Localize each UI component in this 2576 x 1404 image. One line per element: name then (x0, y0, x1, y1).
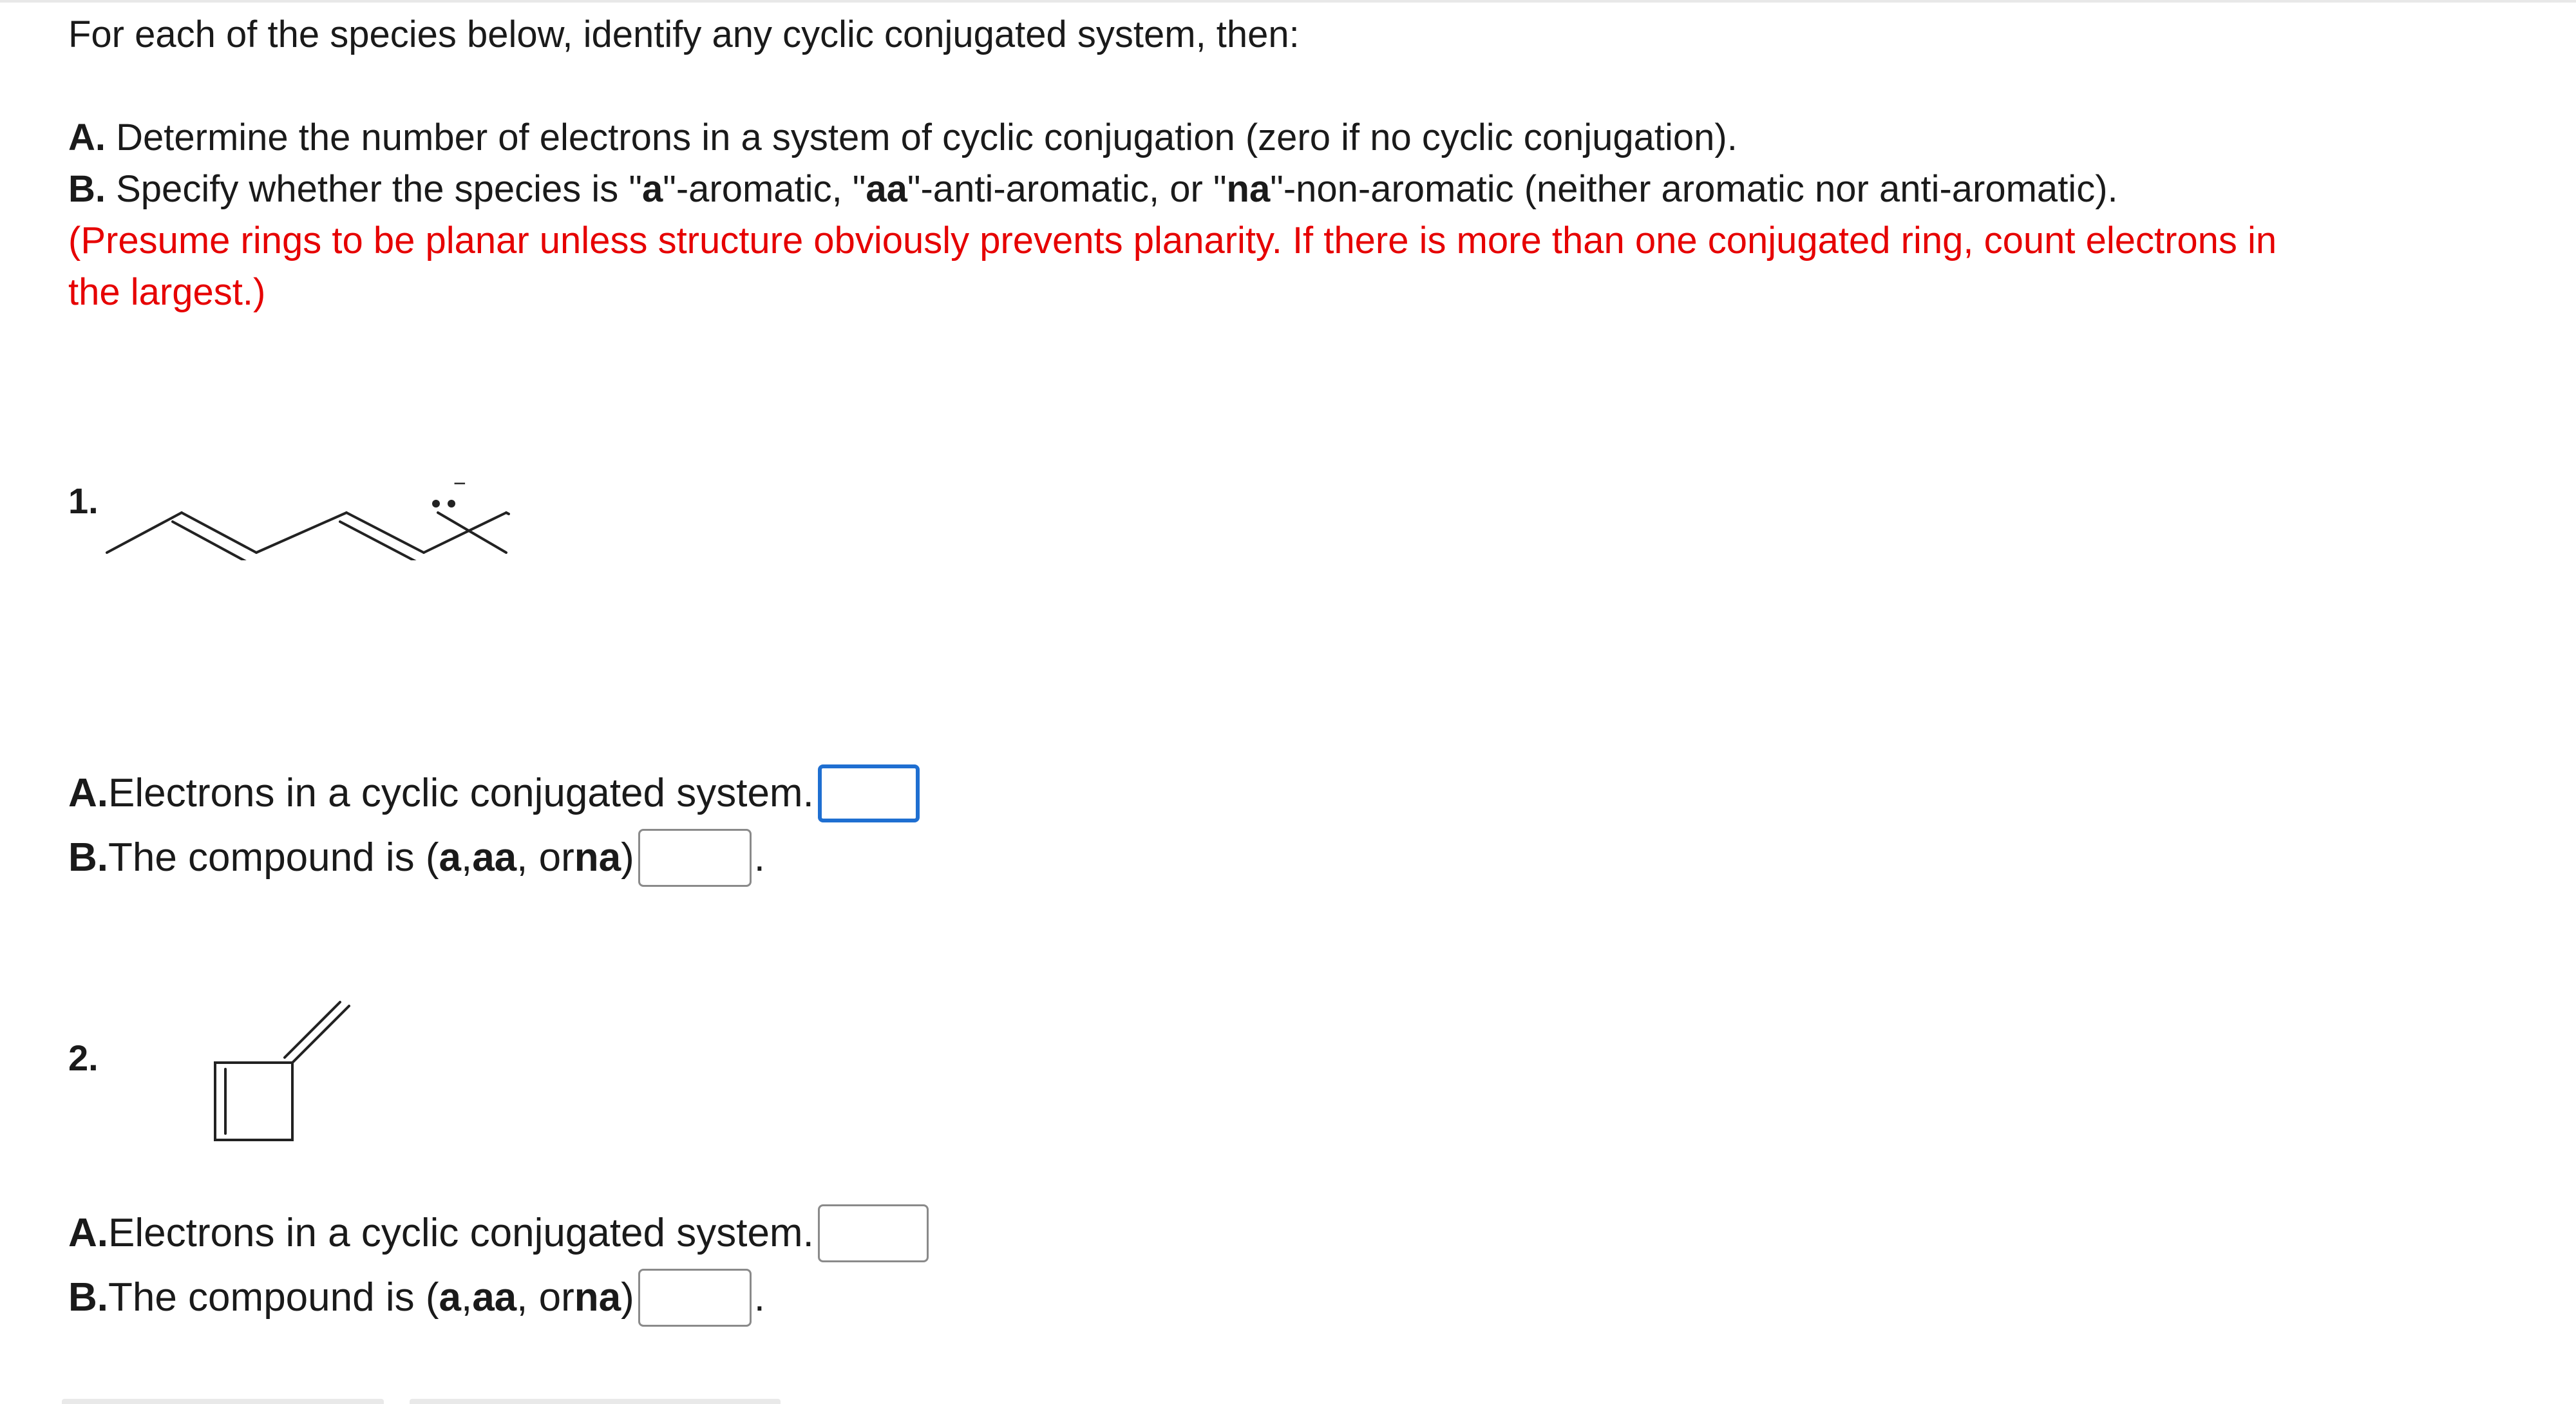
question-1-b-sep-2: , or (516, 835, 574, 880)
question-1-b-a: a (439, 835, 461, 880)
question-1-part-b (68, 826, 765, 890)
question-1-aromaticity-input[interactable] (638, 829, 752, 887)
question-2-b-label: The compound is ( (108, 1275, 439, 1320)
question-1-period: . (753, 835, 765, 880)
instruction-b (68, 164, 2118, 215)
instruction-a-prefix: A. (68, 117, 106, 158)
top-divider (0, 0, 2576, 3)
question-2-b-a: a (439, 1275, 461, 1320)
question-1-part-a (68, 761, 920, 826)
methylenecyclobutene-icon (206, 998, 361, 1146)
instruction-b-text-4: "-non-aromatic (neither aromatic nor anti-aromatic). (1270, 168, 2118, 210)
intro-text: For each of the species below, identify any cyclic conjugated system, then: (68, 14, 1300, 55)
question-2-b-close: ) (621, 1275, 634, 1320)
instruction-b-prefix: B. (68, 168, 106, 210)
question-2-b-sep-1: , (460, 1275, 473, 1320)
instruction-b-text-3: "-anti-aromatic, or " (907, 168, 1227, 210)
negative-charge: − (453, 477, 466, 496)
question-1-b-prefix: B. (68, 835, 108, 880)
instruction-b-aa: aa (866, 168, 907, 210)
question-1-b-label: The compound is ( (108, 835, 439, 880)
instruction-b-text-2: "-aromatic, " (663, 168, 866, 210)
question-1-number: 1. (68, 480, 99, 521)
question-1-b-close: ) (621, 835, 634, 880)
instruction-b-a: a (642, 168, 663, 210)
question-1-b-aa: aa (472, 835, 517, 880)
planarity-note-line-1: (Presume rings to be planar unless structure obviously prevents planarity. If there is more than one conjugated ring, count electrons in (68, 220, 2277, 261)
question-2-b-aa: aa (472, 1275, 517, 1320)
question-1-electrons-input[interactable] (818, 764, 920, 822)
question-1-a-label: Electrons in a cyclic conjugated system. (108, 771, 814, 815)
question-2-aromaticity-input[interactable] (638, 1269, 752, 1327)
question-2-period: . (753, 1275, 765, 1320)
question-1-b-sep-1: , (460, 835, 473, 880)
submit-button-edge[interactable] (62, 1399, 384, 1404)
question-2-a-prefix: A. (68, 1211, 108, 1255)
question-2-electrons-input[interactable] (818, 1204, 929, 1262)
planarity-note-line-2: the largest.) (68, 271, 266, 313)
question-2-a-label: Electrons in a cyclic conjugated system. (108, 1211, 814, 1255)
question-1-b-na: na (574, 835, 621, 880)
instruction-a-text: Determine the number of electrons in a system of cyclic conjugation (zero if no cyclic conjugation). (106, 117, 1738, 158)
carbanion-lone-pair-icon (412, 477, 515, 560)
question-2-b-prefix: B. (68, 1275, 108, 1320)
instruction-b-na: na (1226, 168, 1271, 210)
question-2-part-b (68, 1266, 765, 1330)
question-2-b-sep-2: , or (516, 1275, 574, 1320)
secondary-button-edge[interactable] (410, 1399, 781, 1404)
instruction-a (68, 112, 1738, 164)
question-2-part-a (68, 1201, 929, 1266)
question-1-a-prefix: A. (68, 771, 108, 815)
instruction-b-text-1: Specify whether the species is " (106, 168, 642, 210)
question-2-number: 2. (68, 1038, 99, 1078)
question-2-b-na: na (574, 1275, 621, 1320)
